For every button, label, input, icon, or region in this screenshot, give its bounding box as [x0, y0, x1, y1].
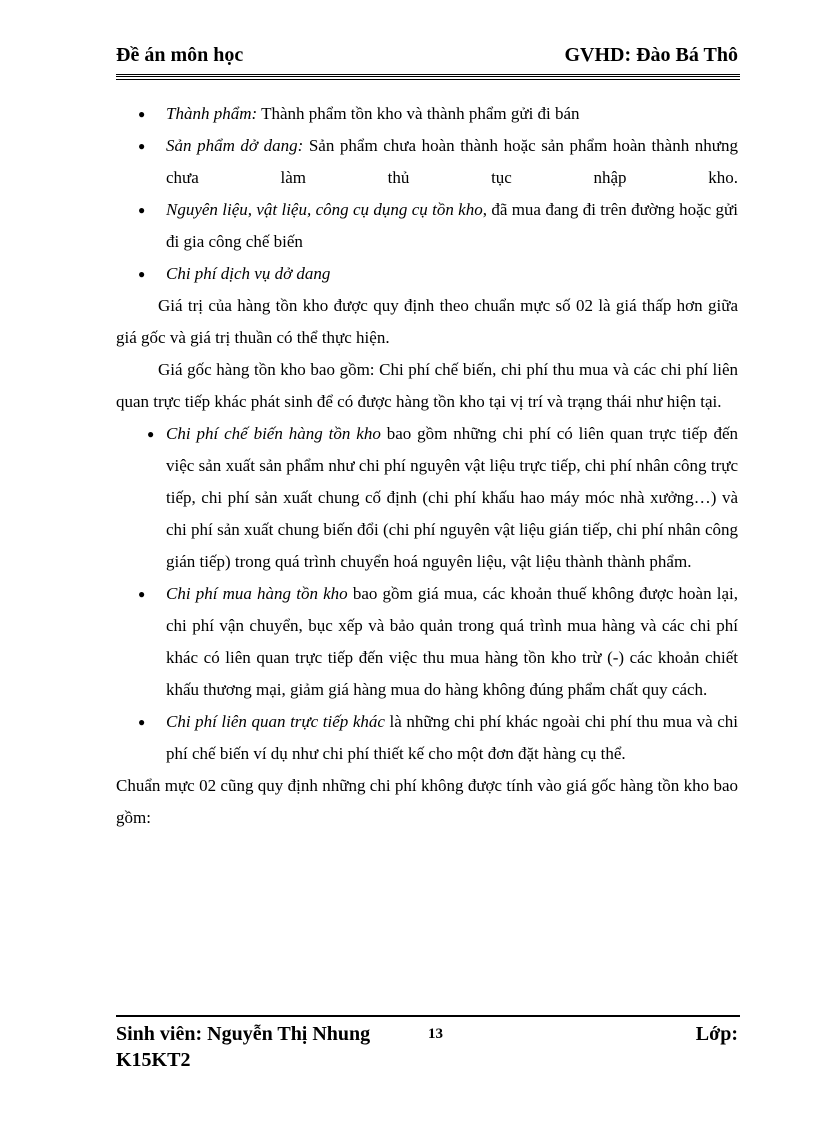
list-item [116, 418, 738, 578]
list-item-label: Sản phẩm dở dang: [166, 136, 304, 155]
document-title: Đề án môn học [116, 44, 244, 66]
bullet-icon: ● [138, 139, 146, 153]
list-item-text: là những chi phí khác ngoài chi phí thu mua và chi phí chế biến ví dụ như chi phí thiết kế cho một đơn đặt hàng cụ thể. [166, 712, 738, 763]
list-item-text: , đã mua đang đi trên đường hoặc gửi đi gia công chế biến [166, 200, 738, 251]
list-item-label: Chi phí dịch vụ dở dang [166, 264, 331, 283]
list-item-label: Chi phí liên quan trực tiếp khác [166, 712, 385, 731]
student-name: Sinh viên: Nguyễn Thị Nhung [116, 1023, 371, 1045]
paragraph: Giá gốc hàng tồn kho bao gồm: Chi phí chế biến, chi phí thu mua và các chi phí liên quan trực tiếp khác phát sinh để có được hàng tồn kho tại vị trí và trạng thái như hiện tại. [116, 360, 738, 411]
bullet-icon: ● [138, 587, 146, 601]
footer-divider [116, 1015, 740, 1017]
list-item [116, 98, 738, 130]
paragraph: Giá trị của hàng tồn kho được quy định theo chuẩn mực số 02 là giá thấp hơn giữa giá gốc và giá trị thuần có thể thực hiện. [116, 296, 738, 347]
list-item-text: bao gồm những chi phí có liên quan trực tiếp đến việc sản xuất sản phẩm như chi phí nguyên vật liệu trực tiếp, chi phí nhân công trực tiếp, chi phí sản xuất chung cố định (chi phí khấu hao máy móc nhà xưởng…) và chi phí sản xuất chung biến đổi (chi phí nguyên vật liệu gián tiếp, chi phí nhân công gián tiếp) trong quá trình chuyển hoá nguyên liệu, vật liệu thành thành phẩm. [166, 424, 738, 571]
paragraph: Chuẩn mực 02 cũng quy định những chi phí không được tính vào giá gốc hàng tồn kho bao gồm: [116, 776, 738, 827]
list-item-text: bao gồm giá mua, các khoản thuế không được hoàn lại, chi phí vận chuyển, bục xếp và bảo quản trong quá trình mua hàng và các chi phí khác có liên quan trực tiếp đến việc thu mua hàng tồn kho trừ (-) các khoản chiết khấu thương mại, giảm giá hàng mua do hàng không đúng phẩm chất quy cách. [166, 584, 738, 699]
page-number: 13 [428, 1026, 443, 1042]
list-item-label: Chi phí chế biến hàng tồn kho [166, 424, 381, 443]
header-divider [116, 74, 740, 80]
list-item [116, 578, 738, 706]
class-label: Lớp: [695, 1023, 738, 1045]
class-value: K15KT2 [116, 1049, 191, 1071]
supervisor-label: GVHD: Đào Bá Thô [564, 44, 738, 66]
bullet-icon: ● [138, 267, 146, 281]
list-item-text: Sản phẩm chưa hoàn thành hoặc sản phẩm hoàn thành nhưng chưa làm thủ tục nhập kho. [166, 136, 739, 187]
document-body [116, 98, 738, 834]
list-item-label: Nguyên liệu, vật liệu, công cụ dụng cụ tồn kho [166, 200, 483, 219]
bullet-icon: ● [138, 107, 146, 121]
bullet-icon: ● [147, 427, 155, 441]
page-header [116, 44, 738, 74]
list-item-label: Thành phẩm: [166, 104, 258, 123]
list-item [116, 258, 738, 290]
list-item-text: Thành phẩm tồn kho và thành phẩm gửi đi bán [257, 104, 580, 123]
list-item-label: Chi phí mua hàng tồn kho [166, 584, 348, 603]
bullet-icon: ● [138, 715, 146, 729]
list-item [116, 706, 738, 770]
list-item [116, 130, 738, 194]
list-item [116, 194, 738, 258]
bullet-icon: ● [138, 203, 146, 217]
